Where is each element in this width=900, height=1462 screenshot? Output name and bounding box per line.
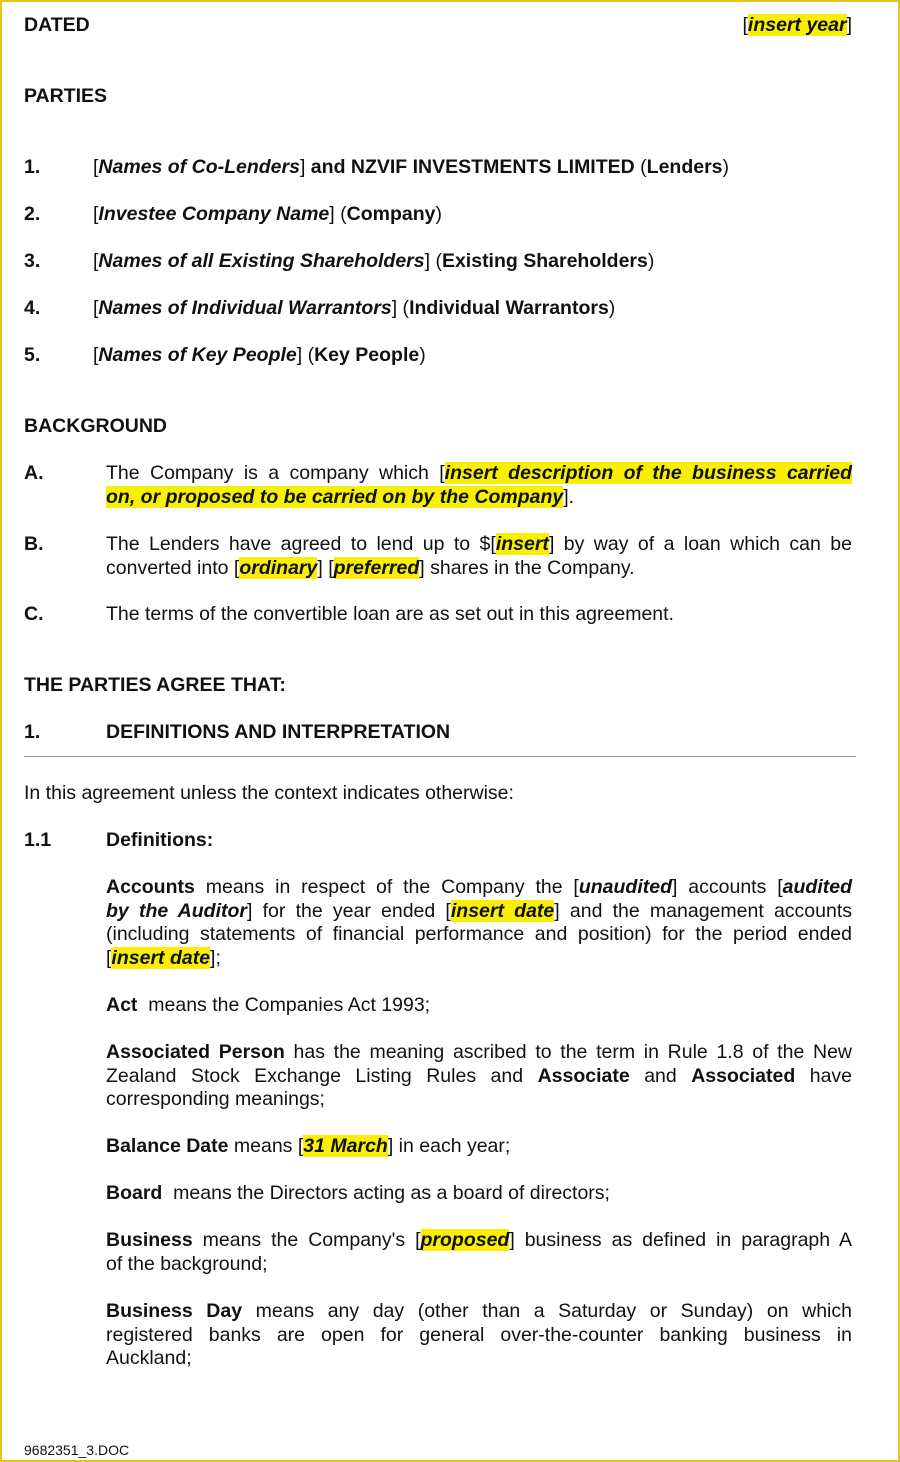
definition-accounts: Accounts means in respect of the Company the [unaudited] accounts [audited by the Auditor] for the year ended [insert date] and the management accounts (including statements of financial performance and position) for the period ended [insert date]; [106,876,852,969]
insert-year-placeholder: [insert year] [742,14,852,36]
recital-b: The Lenders have agreed to lend up to $[insert] by way of a loan which can be converted into [ordinary] [preferred] shares in the Company. [106,533,852,579]
preferred-highlight: preferred [333,556,420,579]
dated-label: DATED [24,14,90,36]
background-heading: BACKGROUND [24,415,167,437]
proposed-highlight: proposed [420,1229,510,1251]
party-number: 4. [24,297,41,319]
definition-board: Board means the Directors acting as a board of directors; [106,1182,610,1204]
recital-letter: B. [24,533,44,555]
section-divider [24,756,856,757]
definition-associated-person: Associated Person has the meaning ascribed to the term in Rule 1.8 of the New Zealand Stock Exchange Listing Rules and Associate and Associated have corresponding meanings; [106,1041,853,1110]
subsection-title: Definitions: [106,829,214,851]
loan-amount-highlight: insert [495,533,549,555]
party-number: 3. [24,250,41,272]
party-item-key-people: [Names of Key People] (Key People) [93,344,426,366]
insert-date-highlight: insert date [111,946,211,969]
recital-letter: A. [24,462,44,484]
balance-date-highlight: 31 March [303,1135,388,1157]
party-number: 2. [24,203,41,225]
section-number: 1. [24,721,41,743]
recital-a: The Company is a company which [insert description of the business carried on, or proposed to be carried on by the Company]. [106,462,852,508]
subsection-number: 1.1 [24,829,52,851]
definition-business-day: Business Day means any day (other than a Saturday or Sunday) on which registered banks are open for general over-the-counter banking business in Auckland; [106,1300,852,1369]
definition-business: Business means the Company's [proposed] business as defined in paragraph A of the background; [106,1229,853,1275]
definitions-intro: In this agreement unless the context indicates otherwise: [24,782,514,804]
insert-year-highlight: insert year [747,14,847,36]
recital-c: The terms of the convertible loan are as set out in this agreement. [106,603,674,625]
party-item-shareholders: [Names of all Existing Shareholders] (Existing Shareholders) [93,250,655,272]
section-title: DEFINITIONS AND INTERPRETATION [106,721,451,743]
ordinary-highlight: ordinary [239,556,318,579]
definition-balance-date: Balance Date means [31 March] in each year; [106,1135,511,1157]
party-item-lenders: [Names of Co-Lenders] and NZVIF INVESTMENTS LIMITED (Lenders) [93,156,730,178]
business-description-highlight: insert description of the business carried [444,462,852,484]
insert-date-highlight: insert date [450,899,555,922]
parties-heading: PARTIES [24,85,108,107]
party-number: 1. [24,156,41,178]
agree-heading: THE PARTIES AGREE THAT: [24,674,286,696]
party-item-warrantors: [Names of Individual Warrantors] (Individual Warrantors) [93,297,616,319]
party-item-company: [Investee Company Name] (Company) [93,203,442,225]
recital-letter: C. [24,603,44,625]
party-number: 5. [24,344,41,366]
document-id-footer: 9682351_3.DOC [24,1442,130,1458]
definition-act: Act means the Companies Act 1993; [106,994,431,1016]
